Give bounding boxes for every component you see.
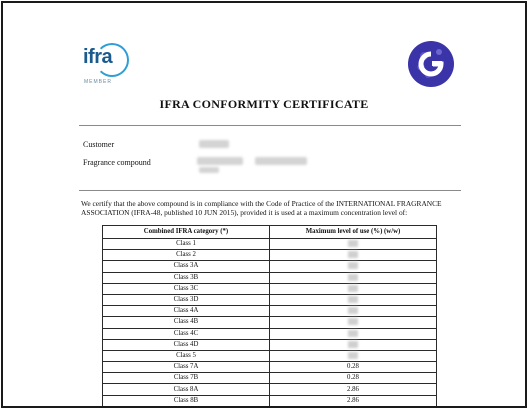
category-cell: Class 4A bbox=[103, 306, 270, 317]
category-cell: Class 8A bbox=[103, 384, 270, 395]
compound-extra-redacted bbox=[199, 167, 219, 173]
category-cell: Class 7A bbox=[103, 362, 270, 373]
ifra-category-table bbox=[102, 225, 437, 407]
table-body bbox=[103, 239, 437, 407]
table-row bbox=[103, 328, 437, 339]
max-level-cell bbox=[270, 272, 437, 283]
table-row bbox=[103, 294, 437, 305]
max-level-cell: 2.86 bbox=[270, 395, 437, 406]
category-cell: Class 8B bbox=[103, 395, 270, 406]
redacted-value bbox=[348, 251, 358, 258]
max-level-cell bbox=[270, 239, 437, 250]
max-level-cell bbox=[270, 306, 437, 317]
divider-bottom bbox=[79, 190, 461, 191]
table-row bbox=[103, 395, 437, 406]
max-level-cell: 2.86 bbox=[270, 384, 437, 395]
max-level-cell bbox=[270, 317, 437, 328]
ifra-logo bbox=[81, 43, 133, 91]
redacted-value bbox=[348, 262, 358, 269]
customer-value-redacted bbox=[199, 140, 229, 148]
max-level-cell bbox=[270, 261, 437, 272]
max-level-cell bbox=[270, 350, 437, 361]
compound-value-redacted bbox=[197, 157, 243, 165]
redacted-value bbox=[348, 318, 358, 325]
table-row bbox=[103, 239, 437, 250]
table-row bbox=[103, 306, 437, 317]
category-cell: Class 4C bbox=[103, 328, 270, 339]
redacted-value bbox=[348, 341, 358, 348]
max-level-cell: 0.28 bbox=[270, 362, 437, 373]
max-level-cell bbox=[270, 339, 437, 350]
column-header-category: Combined IFRA category (*) bbox=[103, 226, 270, 239]
table-row bbox=[103, 250, 437, 261]
max-level-cell bbox=[270, 328, 437, 339]
max-level-cell bbox=[270, 294, 437, 305]
category-cell: Class 4B bbox=[103, 317, 270, 328]
table-row bbox=[103, 350, 437, 361]
table-row bbox=[103, 384, 437, 395]
redacted-value bbox=[348, 240, 358, 247]
compound-code-redacted bbox=[255, 157, 307, 165]
category-cell: Class 4D bbox=[103, 339, 270, 350]
page-title: IFRA CONFORMITY CERTIFICATE bbox=[159, 97, 369, 111]
redacted-value bbox=[348, 274, 358, 281]
table-row bbox=[103, 261, 437, 272]
category-cell: Class 7B bbox=[103, 373, 270, 384]
category-cell: Class 3A bbox=[103, 261, 270, 272]
category-cell: Class 2 bbox=[103, 250, 270, 261]
ifra-logo-tagline: MEMBER bbox=[84, 79, 112, 85]
max-level-cell: 0.28 bbox=[270, 373, 437, 384]
column-header-max-level: Maximum level of use (%) (w/w) bbox=[270, 226, 437, 239]
category-cell: Class 1 bbox=[103, 239, 270, 250]
redacted-value bbox=[348, 296, 358, 303]
table-header-row bbox=[103, 226, 437, 239]
conformity-statement: We certify that the above compound is in compliance with the Code of Practice of the INTERNATIONAL FRAGRANCE ASSOCIATION (IFRA-48, published 10 JUN 2015), provided it is used at a maximum concentration level of: bbox=[81, 199, 442, 217]
divider-top bbox=[79, 125, 461, 126]
category-cell: Class 3B bbox=[103, 272, 270, 283]
customer-label: Customer bbox=[83, 140, 115, 149]
company-logo-icon bbox=[407, 40, 455, 88]
table-row bbox=[103, 283, 437, 294]
redacted-value bbox=[348, 330, 358, 337]
compound-label: Fragrance compound bbox=[83, 158, 151, 167]
table-row bbox=[103, 317, 437, 328]
certificate-page bbox=[1, 1, 527, 408]
max-level-cell bbox=[270, 250, 437, 261]
table-row bbox=[103, 373, 437, 384]
table-row bbox=[103, 362, 437, 373]
table-row bbox=[103, 272, 437, 283]
redacted-value bbox=[348, 285, 358, 292]
category-cell: Class 3D bbox=[103, 294, 270, 305]
table-row bbox=[103, 339, 437, 350]
category-cell: Class 5 bbox=[103, 350, 270, 361]
max-level-cell bbox=[270, 283, 437, 294]
redacted-value bbox=[348, 352, 358, 359]
category-cell: Class 3C bbox=[103, 283, 270, 294]
ifra-logo-text: ifra bbox=[83, 46, 113, 68]
redacted-value bbox=[348, 307, 358, 314]
